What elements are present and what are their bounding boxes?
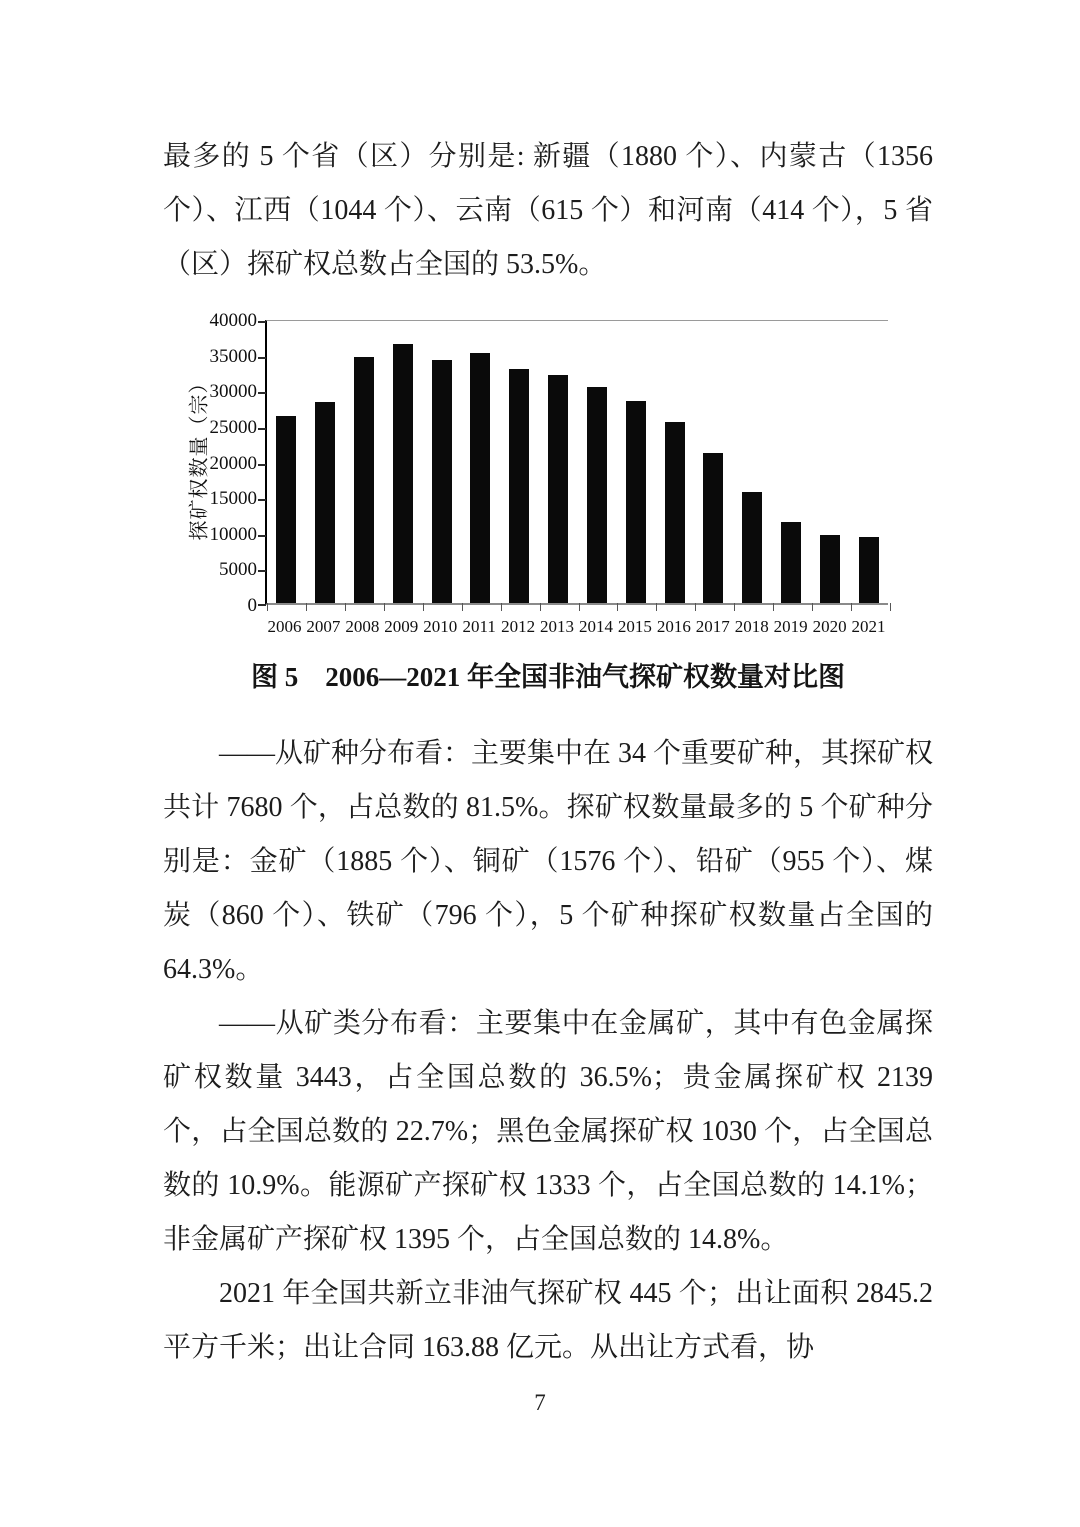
y-tick — [258, 428, 266, 430]
paragraph-mineral-classes: ——从矿类分布看：主要集中在金属矿，其中有色金属探矿权数量 3443，占全国总数的 36.5%；贵金属探矿权 2139 个，占全国总数的 22.7%；黑色金属探矿权 1030 个，占全国总数的 10.9%。能源矿产探矿权 1333 个，占全国总数的 14.1%；非金属矿产探矿权 1395 个，占全国总数的 14.8%。 — [163, 1008, 933, 1255]
x-axis-label: 2019 — [773, 617, 808, 636]
x-tick — [579, 603, 580, 611]
x-tick — [306, 603, 307, 611]
bar-2020 — [820, 535, 840, 603]
bar-2011 — [470, 353, 490, 603]
bar-2015 — [626, 401, 646, 603]
y-tick-label: 0 — [247, 595, 257, 616]
bar-2018 — [742, 492, 762, 603]
x-tick — [812, 603, 813, 611]
y-tick — [258, 499, 266, 501]
bar-2021 — [859, 537, 879, 603]
plot-area — [209, 310, 888, 616]
x-axis-label: 2020 — [812, 617, 847, 636]
x-tick — [384, 603, 385, 611]
y-tick — [258, 321, 266, 323]
x-tick — [423, 603, 424, 611]
bar-2012 — [509, 369, 529, 603]
x-axis-label: 2012 — [501, 617, 536, 636]
x-axis-label: 2017 — [695, 617, 730, 636]
x-tick — [617, 603, 618, 611]
x-tick — [540, 603, 541, 611]
x-axis-label: 2014 — [578, 617, 613, 636]
x-tick — [656, 603, 657, 611]
x-tick — [734, 603, 735, 611]
paragraph-new-rights: 2021 年全国共新立非油气探矿权 445 个；出让面积 2845.2 平方千米；出让合同 163.88 亿元。从出让方式看，协 — [163, 1278, 933, 1363]
bars — [267, 321, 888, 603]
x-axis-label: 2007 — [306, 617, 341, 636]
y-tick — [258, 535, 266, 537]
x-axis-labels — [265, 615, 888, 639]
x-axis-label: 2006 — [267, 617, 302, 636]
paragraph-provinces: 最多的 5 个省（区）分别是: 新疆（1880 个）、内蒙古（1356 个）、江西（1044 个）、云南（615 个）和河南（414 个），5 省（区）探矿权总数占全国的 53.5%。 — [163, 141, 933, 280]
x-axis-label: 2010 — [423, 617, 458, 636]
bar-2016 — [665, 422, 685, 603]
bar-2019 — [781, 522, 801, 603]
x-tick — [773, 603, 774, 611]
y-tick-label: 5000 — [219, 559, 257, 580]
paragraph-mineral-types: ——从矿种分布看：主要集中在 34 个重要矿种，其探矿权共计 7680 个，占总数的 81.5%。探矿权数量最多的 5 个矿种分别是：金矿（1885 个）、铜矿（1576 个）、铅矿（955 个）、煤炭（860 个）、铁矿（796 个），5 个矿种探矿权数量占全国的 64.3%。 — [163, 738, 934, 985]
bar-2013 — [548, 375, 568, 603]
x-axis-label: 2013 — [540, 617, 575, 636]
y-tick-label: 15000 — [209, 488, 257, 509]
y-tick-label: 20000 — [209, 453, 257, 474]
x-tick — [501, 603, 502, 611]
y-tick-label: 35000 — [209, 346, 257, 367]
y-axis-title: 探矿权数量（宗） — [188, 372, 211, 541]
x-axis-label: 2021 — [851, 617, 886, 636]
x-axis-label: 2011 — [462, 617, 496, 636]
y-tick — [258, 392, 266, 394]
x-axis-label: 2008 — [345, 617, 380, 636]
y-tick-label: 40000 — [209, 310, 257, 331]
x-tick — [890, 603, 891, 611]
bar-2014 — [587, 387, 607, 603]
y-tick-label: 30000 — [209, 381, 257, 402]
x-tick — [695, 603, 696, 611]
x-axis-label: 2018 — [734, 617, 769, 636]
x-axis-label: 2016 — [656, 617, 691, 636]
page-number: 7 — [534, 1390, 546, 1415]
y-tick-label: 10000 — [209, 524, 257, 545]
x-tick — [267, 603, 268, 611]
x-axis-label: 2009 — [384, 617, 419, 636]
figure-caption: 图 5 2006—2021 年全国非油气探矿权数量对比图 — [251, 662, 845, 692]
x-axis-label: 2015 — [617, 617, 652, 636]
y-tick — [258, 464, 266, 466]
y-tick — [258, 570, 266, 572]
bar-2010 — [432, 360, 452, 603]
x-tick — [851, 603, 852, 611]
x-tick — [345, 603, 346, 611]
y-tick — [258, 357, 266, 359]
bar-2009 — [393, 344, 413, 603]
bar-2008 — [354, 357, 374, 603]
bar-2007 — [315, 402, 335, 603]
figure-chart — [163, 310, 933, 645]
bar-2006 — [276, 416, 296, 603]
y-tick-label: 25000 — [209, 417, 257, 438]
bar-2017 — [703, 453, 723, 603]
x-tick — [462, 603, 463, 611]
y-tick — [258, 604, 266, 606]
